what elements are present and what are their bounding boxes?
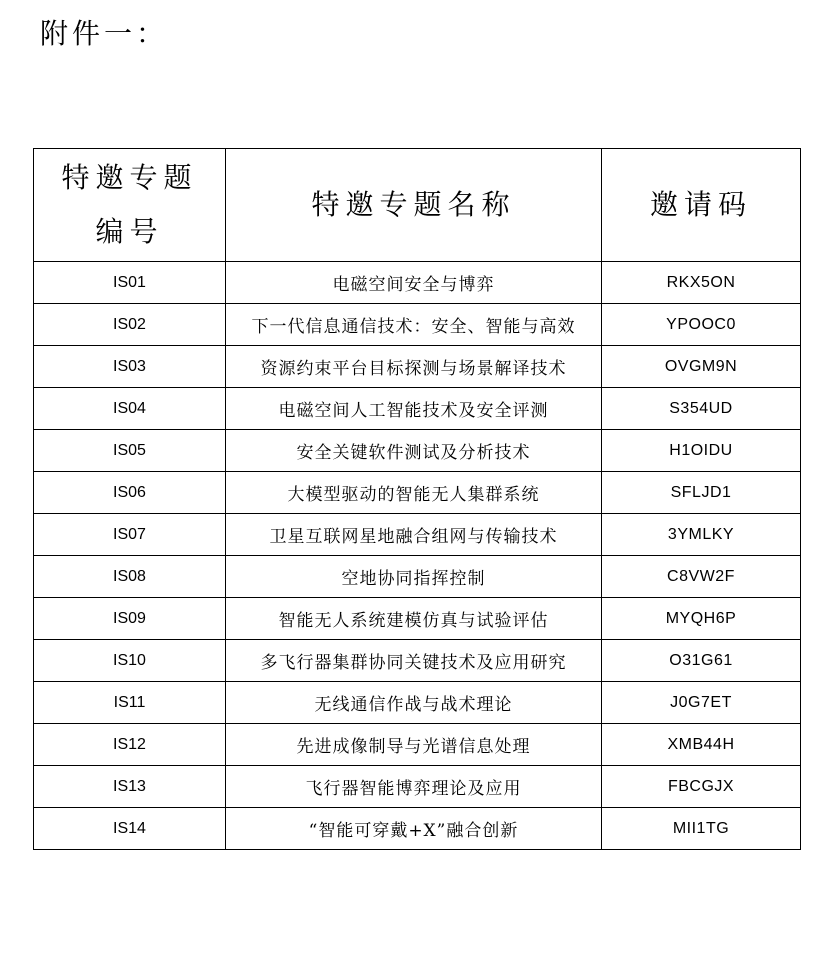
session-name-cell: “智能可穿戴+X”融合创新: [226, 808, 602, 850]
table-row: [34, 304, 801, 346]
invite-code-cell: SFLJD1: [602, 472, 801, 514]
invite-code-cell: J0G7ET: [602, 682, 801, 724]
session-name-cell: 多飞行器集群协同关键技术及应用研究: [226, 640, 602, 682]
session-name-cell: 智能无人系统建模仿真与试验评估: [226, 598, 602, 640]
column-header-session-id-line1: 特邀专题: [61, 161, 198, 194]
session-id-cell: IS10: [34, 640, 226, 682]
session-name-cell: 电磁空间人工智能技术及安全评测: [226, 388, 602, 430]
invite-code-cell: FBCGJX: [602, 766, 801, 808]
session-id-cell: IS09: [34, 598, 226, 640]
table-row: [34, 430, 801, 472]
table-row: [34, 766, 801, 808]
table-body: [34, 262, 801, 850]
session-id-cell: IS07: [34, 514, 226, 556]
invite-code-cell: S354UD: [602, 388, 801, 430]
column-header-session-id-line2: 编号: [95, 215, 164, 248]
table-row: [34, 472, 801, 514]
invite-code-cell: MII1TG: [602, 808, 801, 850]
table-header-row: [34, 149, 801, 262]
table-row: [34, 388, 801, 430]
session-id-cell: IS14: [34, 808, 226, 850]
session-id-cell: IS13: [34, 766, 226, 808]
session-id-cell: IS04: [34, 388, 226, 430]
table-row: [34, 598, 801, 640]
invite-code-cell: 3YMLKY: [602, 514, 801, 556]
session-id-cell: IS08: [34, 556, 226, 598]
session-name-cell: 电磁空间安全与博弈: [226, 262, 602, 304]
session-name-cell: 空地协同指挥控制: [226, 556, 602, 598]
table-row: [34, 262, 801, 304]
session-id-cell: IS03: [34, 346, 226, 388]
session-name-cell: 飞行器智能博弈理论及应用: [226, 766, 602, 808]
invite-code-cell: YPOOC0: [602, 304, 801, 346]
session-id-cell: IS06: [34, 472, 226, 514]
session-name-cell: 无线通信作战与战术理论: [226, 682, 602, 724]
invite-code-cell: H1OIDU: [602, 430, 801, 472]
attachment-title: 附件一：: [40, 17, 169, 50]
invite-code-cell: O31G61: [602, 640, 801, 682]
session-id-cell: IS01: [34, 262, 226, 304]
table-row: [34, 346, 801, 388]
invite-code-cell: MYQH6P: [602, 598, 801, 640]
session-name-cell: 卫星互联网星地融合组网与传输技术: [226, 514, 602, 556]
session-name-cell: 先进成像制导与光谱信息处理: [226, 724, 602, 766]
session-name-cell: 下一代信息通信技术：安全、智能与高效: [226, 304, 602, 346]
session-id-cell: IS02: [34, 304, 226, 346]
table-row: [34, 808, 801, 850]
session-name-cell: 安全关键软件测试及分析技术: [226, 430, 602, 472]
table-row: [34, 640, 801, 682]
table-row: [34, 682, 801, 724]
invite-code-cell: OVGM9N: [602, 346, 801, 388]
table-row: [34, 514, 801, 556]
invited-sessions-table: [33, 148, 801, 850]
invite-code-cell: C8VW2F: [602, 556, 801, 598]
session-id-cell: IS12: [34, 724, 226, 766]
column-header-session-name: 特邀专题名称: [226, 149, 602, 262]
column-header-session-id: [34, 149, 226, 262]
session-id-cell: IS11: [34, 682, 226, 724]
session-id-cell: IS05: [34, 430, 226, 472]
invite-code-cell: XMB44H: [602, 724, 801, 766]
session-name-cell: 大模型驱动的智能无人集群系统: [226, 472, 602, 514]
column-header-invite-code: 邀请码: [602, 149, 801, 262]
table-row: [34, 724, 801, 766]
invite-code-cell: RKX5ON: [602, 262, 801, 304]
table-row: [34, 556, 801, 598]
session-name-cell: 资源约束平台目标探测与场景解译技术: [226, 346, 602, 388]
